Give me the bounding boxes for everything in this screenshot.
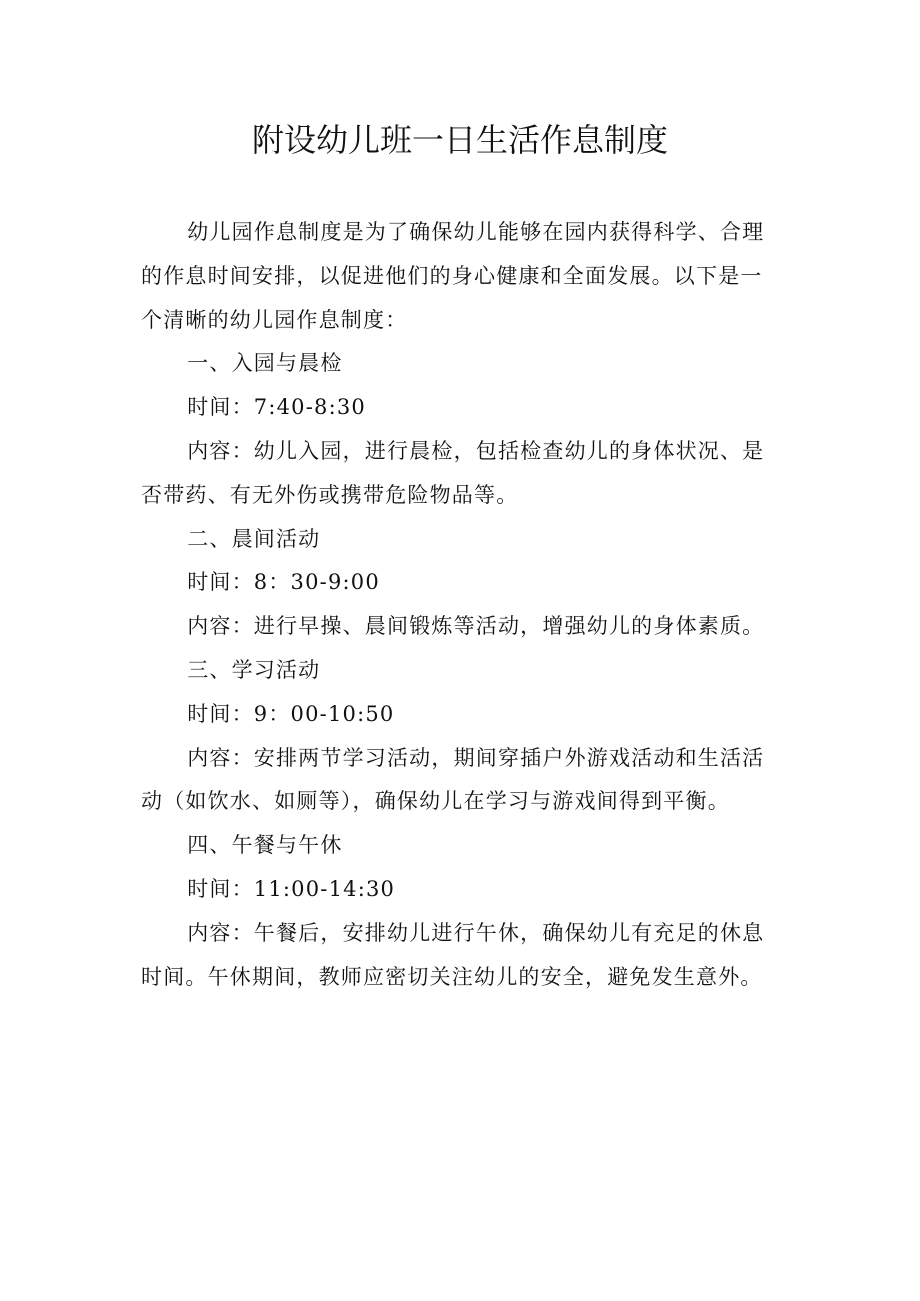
section-heading-2: 二、晨间活动 — [187, 526, 321, 551]
section-content-3: 内容：安排两节学习活动，期间穿插户外游戏活动和生活活动（如饮水、如厕等），确保幼儿在学习与游戏间得到平衡。 — [141, 745, 765, 814]
section-time-1: 时间：7:40-8:30 — [187, 395, 366, 420]
section-time-4: 时间：11:00-14:30 — [187, 876, 396, 901]
document-body — [141, 211, 771, 999]
section-heading-4: 四、午餐与午休 — [187, 833, 343, 858]
section-content-1: 内容：幼儿入园，进行晨检，包括检查幼儿的身体状况、是否带药、有无外伤或携带危险物品等。 — [141, 438, 765, 507]
section-heading-3: 三、学习活动 — [187, 657, 321, 682]
section-heading-1: 一、入园与晨检 — [187, 351, 343, 376]
section-time-3: 时间：9：00-10:50 — [187, 701, 395, 726]
intro-paragraph: 幼儿园作息制度是为了确保幼儿能够在园内获得科学、合理的作息时间安排，以促进他们的身心健康和全面发展。以下是一个清晰的幼儿园作息制度： — [141, 220, 765, 332]
section-content-2: 内容：进行早操、晨间锻炼等活动，增强幼儿的身体素质。 — [187, 614, 765, 639]
section-time-2: 时间：8：30-9:00 — [187, 570, 380, 595]
section-content-4: 内容：午餐后，安排幼儿进行午休，确保幼儿有充足的休息时间。午休期间，教师应密切关注幼儿的安全，避免发生意外。 — [141, 920, 765, 989]
document-title: 附设幼儿班一日生活作息制度 — [251, 121, 668, 159]
